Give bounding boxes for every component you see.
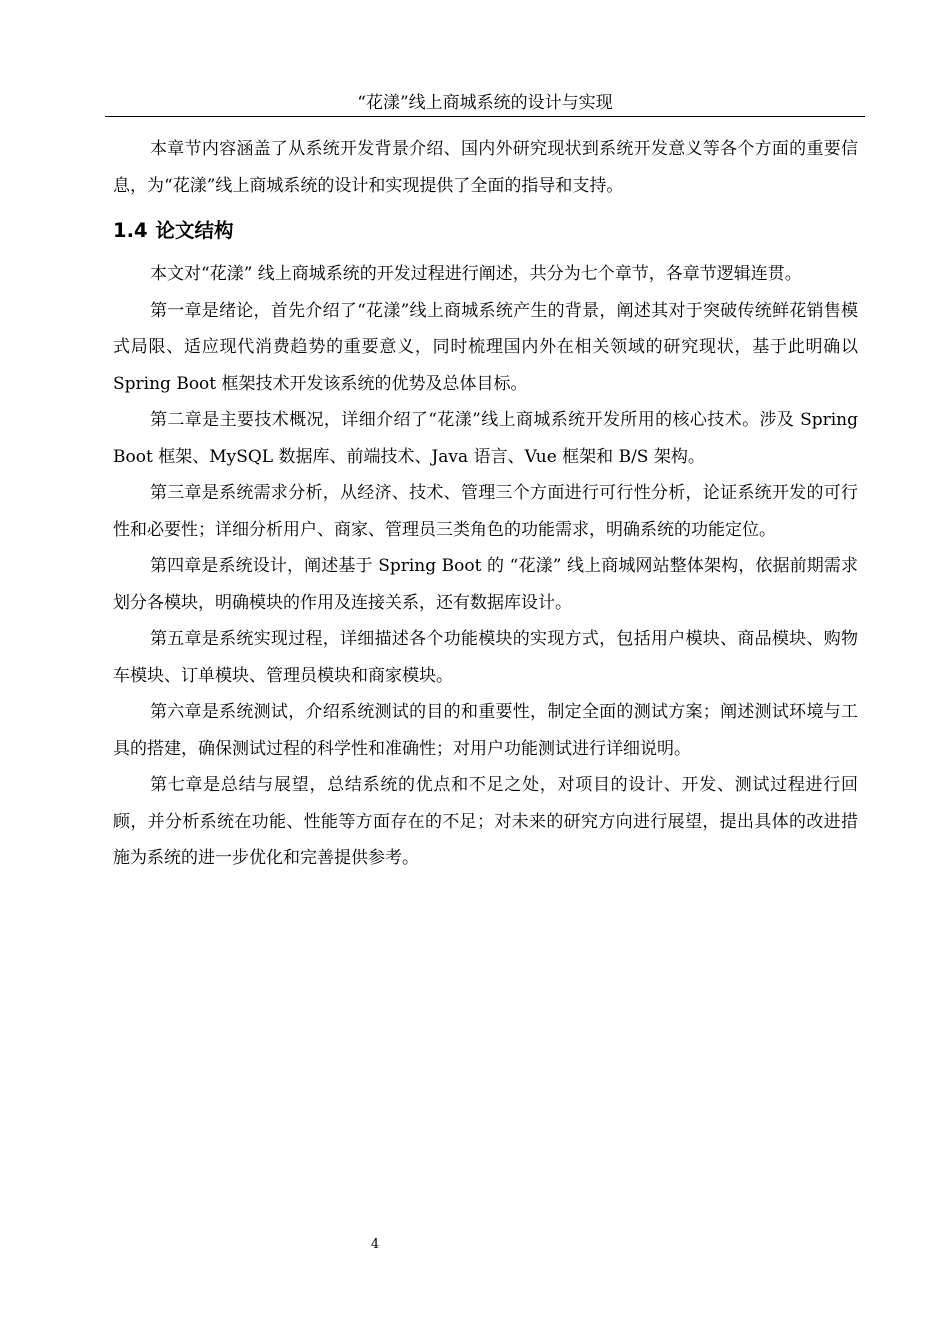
- paragraph-chapter-2: 第二章是主要技术概况，详细介绍了“花漾”线上商城系统开发所用的核心技术。涉及 Spring Boot 框架、MySQL 数据库、前端技术、Java 语言、Vue 框架和 B/S 架构。: [113, 410, 858, 467]
- paragraph-chapter-1: 第一章是绪论，首先介绍了“花漾”线上商城系统产生的背景，阐述其对于突破传统鲜花销售模式局限、适应现代消费趋势的重要意义，同时梳理国内外在相关领域的研究现状，基于此明确以 Spring Boot 框架技术开发该系统的优势及总体目标。: [113, 300, 858, 394]
- section-number: 1.4: [113, 219, 148, 242]
- intro-paragraph: 本章节内容涵盖了从系统开发背景介绍、国内外研究现状到系统开发意义等各个方面的重要信息，为“花漾”线上商城系统的设计和实现提供了全面的指导和支持。: [113, 139, 858, 196]
- paragraph-chapter-5: 第五章是系统实现过程，详细描述各个功能模块的实现方式，包括用户模块、商品模块、购物车模块、订单模块、管理员模块和商家模块。: [113, 629, 858, 686]
- page-header: [105, 90, 865, 117]
- header-title: “花漾”线上商城系统的设计与实现: [357, 93, 613, 113]
- paragraph-chapter-6: 第六章是系统测试，介绍系统测试的目的和重要性，制定全面的测试方案；阐述测试环境与工具的搭建，确保测试过程的科学性和准确性；对用户功能测试进行详细说明。: [113, 702, 858, 759]
- page-number: 4: [370, 1237, 380, 1252]
- paragraph-chapter-3: 第三章是系统需求分析，从经济、技术、管理三个方面进行可行性分析，论证系统开发的可行性和必要性；详细分析用户、商家、管理员三类角色的功能需求，明确系统的功能定位。: [113, 483, 858, 540]
- paragraph-chapter-7: 第七章是总结与展望，总结系统的优点和不足之处，对项目的设计、开发、测试过程进行回顾，并分析系统在功能、性能等方面存在的不足；对未来的研究方向进行展望，提出具体的改进措施为系统的进一步优化和完善提供参考。: [113, 775, 858, 868]
- paragraph-chapter-4: 第四章是系统设计，阐述基于 Spring Boot 的 “花漾” 线上商城网站整体架构，依据前期需求划分各模块，明确模块的作用及连接关系，还有数据库设计。: [113, 556, 858, 613]
- section-title: 论文结构: [155, 219, 234, 242]
- paragraph-overview: 本文对“花漾” 线上商城系统的开发过程进行阐述，共分为七个章节，各章节逻辑连贯。: [150, 264, 802, 284]
- document-body: [113, 131, 858, 877]
- section-heading: [113, 204, 858, 256]
